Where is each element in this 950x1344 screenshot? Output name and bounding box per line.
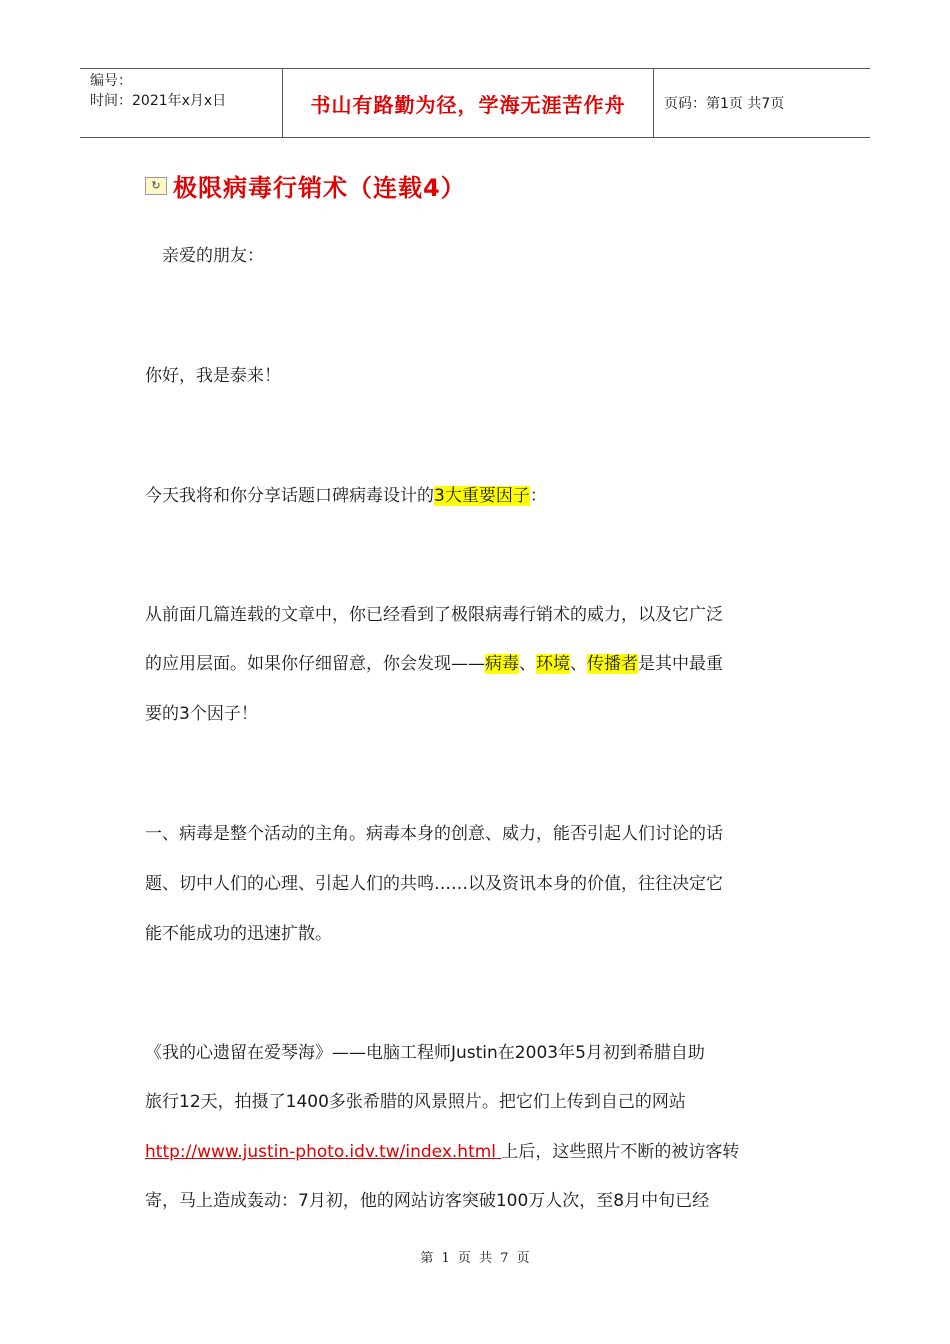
para2-line3: 能不能成功的迅速扩散。 (145, 924, 332, 944)
header-meta (80, 69, 280, 137)
header-motto-cell (282, 69, 654, 137)
para1-line2-tail: 是其中最重 (638, 654, 723, 674)
para1-line2-text: 的应用层面。如果你仔细留意，你会发现—— (145, 654, 485, 674)
para3-line2: 旅行12天，拍摄了1400多张希腊的风景照片。把它们上传到自己的网站 (145, 1092, 686, 1112)
para1-line3: 要的3个因子！ (145, 704, 258, 724)
hello-line: 你好，我是泰来！ (145, 366, 281, 386)
para3-line3 (145, 1140, 739, 1164)
highlight-spreader: 传播者 (587, 654, 638, 674)
article-title-row (145, 168, 466, 203)
article-title: 极限病毒行销术（连载4） (173, 174, 466, 202)
document-icon: ↻ (145, 177, 167, 195)
intro-colon: ： (529, 486, 547, 506)
page-header (80, 68, 870, 138)
highlight-environment: 环境 (536, 654, 570, 674)
number-label: 编号： (90, 73, 132, 89)
greeting: 亲爱的朋友： (162, 246, 264, 266)
page-footer: 第 1 页 共 7 页 (420, 1251, 530, 1266)
separator: 、 (519, 654, 536, 674)
para3-line1: 《我的心遗留在爱琴海》——电脑工程师Justin在2003年5月初到希腊自助 (145, 1043, 705, 1063)
para3-line3-text: 上后，这些照片不断的被访客转 (501, 1142, 740, 1162)
header-motto: 书山有路勤为径，学海无涯苦作舟 (310, 92, 626, 117)
separator: 、 (570, 654, 587, 674)
para2-line2: 题、切中人们的心理、引起人们的共鸣……以及资讯本身的价值，往往决定它 (145, 874, 723, 894)
highlight-virus: 病毒 (485, 654, 519, 674)
time-label: 时间：2021年x月x日 (90, 93, 227, 109)
website-link[interactable]: http://www.justin-photo.idv.tw/index.html (145, 1142, 502, 1162)
intro-text: 今天我将和你分享话题口碑病毒设计的 (145, 486, 434, 506)
para2-line1: 一、病毒是整个活动的主角。病毒本身的创意、威力，能否引起人们讨论的话 (145, 824, 723, 844)
intro-line (145, 484, 547, 508)
para3-line4: 寄，马上造成轰动：7月初，他的网站访客突破100万人次，至8月中旬已经 (145, 1191, 710, 1211)
header-page-info: 页码：第1页 共7页 (664, 96, 785, 112)
para1-line2 (145, 652, 723, 676)
para1-line1: 从前面几篇连载的文章中，你已经看到了极限病毒行销术的威力，以及它广泛 (145, 605, 723, 625)
intro-highlight: 3大重要因子 (434, 486, 530, 506)
